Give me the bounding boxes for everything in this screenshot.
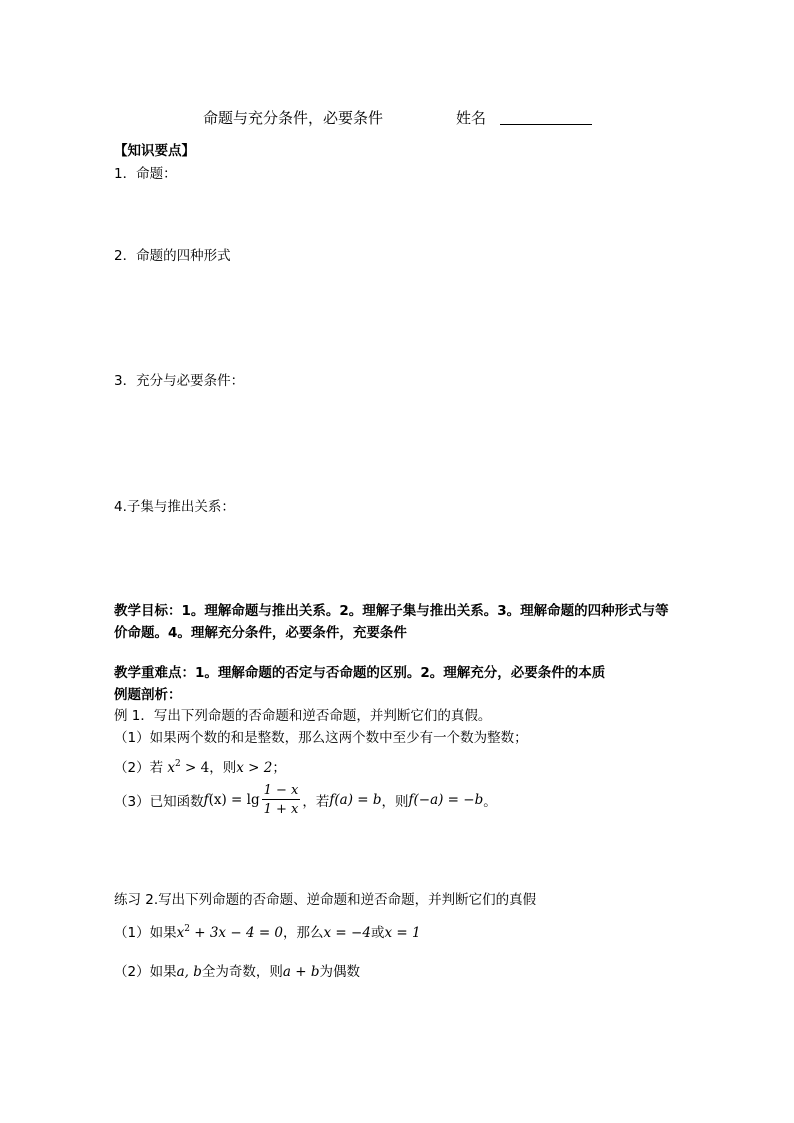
ex1-p2-var-x: x [167,760,176,776]
ex1-p3-concl-rest: (−a) = −b [413,792,484,808]
ex1-p2-ineq-2: x > 2 [236,760,273,776]
ex1-p3-fx-arg: (x) = lg [208,792,260,808]
ex1-p3-prefix: （3）已知函数 [114,794,204,810]
ex1-p3-numerator: 1 − x [263,783,299,798]
example-1-part-2 [114,756,286,776]
pr2-p2-prefix: （2）如果 [114,964,177,980]
example-1-part-3 [114,784,497,816]
practice-2-intro: 练习 2.写出下列命题的否命题、逆命题和逆否命题，并判断它们的真假 [114,892,537,908]
name-field [456,107,592,128]
pr2-p2-sum: a + b [282,964,320,980]
example-1-intro: 例 1．写出下列命题的否命题和逆否命题，并判断它们的真假。 [114,708,492,724]
ex1-p3-mid-2: ，则 [381,794,409,810]
ex1-p2-mid: ，则 [209,760,237,776]
teaching-difficulty: 教学重难点：1。理解命题的否定与否命题的区别。2。理解充分，必要条件的本质 [114,665,606,681]
analysis-heading: 例题剖析： [114,687,182,703]
ex1-p3-cond-rest: (a) = b [334,792,382,808]
pr2-p1-exponent: 2 [184,924,190,934]
ex1-p3-suffix: 。 [483,794,497,810]
ex1-p2-ineq-rest: > 4 [180,760,210,776]
ex1-p3-f: f [203,792,209,808]
teaching-goals-line-2: 价命题。4。理解充分条件，必要条件，充要条件 [114,625,407,641]
ex1-p2-prefix: （2）若 [114,760,164,776]
knowledge-item-2: 2．命题的四种形式 [114,248,231,264]
pr2-p1-sol-2: x = 1 [384,925,421,941]
pr2-p1-or: 或 [370,925,385,941]
pr2-p1-sol-1: x = −4 [323,925,371,941]
teaching-goals-line-1: 教学目标：1。理解命题与推出关系。2。理解子集与推出关系。3。理解命题的四种形式与等 [114,603,669,619]
pr2-p2-ab: a, b [176,964,202,980]
knowledge-item-1: 1．命题： [114,166,177,182]
ex1-p3-concl-f: f [408,792,414,808]
knowledge-item-4: 4.子集与推出关系： [114,499,235,515]
name-blank-line [500,111,592,125]
ex1-p3-mid-1: ，若 [302,794,330,810]
knowledge-item-3: 3．充分与必要条件： [114,373,245,389]
pr2-p1-eq-rest: + 3x − 4 = 0 [189,925,284,941]
practice-2-part-2 [114,960,360,980]
ex1-p3-denominator: 1 + x [263,802,299,817]
example-1-part-1: （1）如果两个数的和是整数，那么这两个数中至少有一个数为整数； [114,730,528,746]
page-title [203,107,383,128]
pr2-p1-mid: ，那么 [283,925,324,941]
ex1-p3-cond-f: f [329,792,335,808]
pr2-p2-suffix: 为偶数 [319,964,360,980]
knowledge-heading: 【知识要点】 [114,143,195,159]
ex1-p3-fraction [262,784,301,816]
pr2-p1-var-x: x [176,925,185,941]
ex1-p2-suffix: ； [272,760,286,776]
name-label: 姓名 [456,109,487,127]
ex1-p2-exponent: 2 [175,759,181,769]
pr2-p2-mid: 全为奇数，则 [201,964,283,980]
practice-2-part-1 [114,921,421,941]
title-text: 命题与充分条件，必要条件 [203,109,384,127]
pr2-p1-prefix: （1）如果 [114,925,177,941]
